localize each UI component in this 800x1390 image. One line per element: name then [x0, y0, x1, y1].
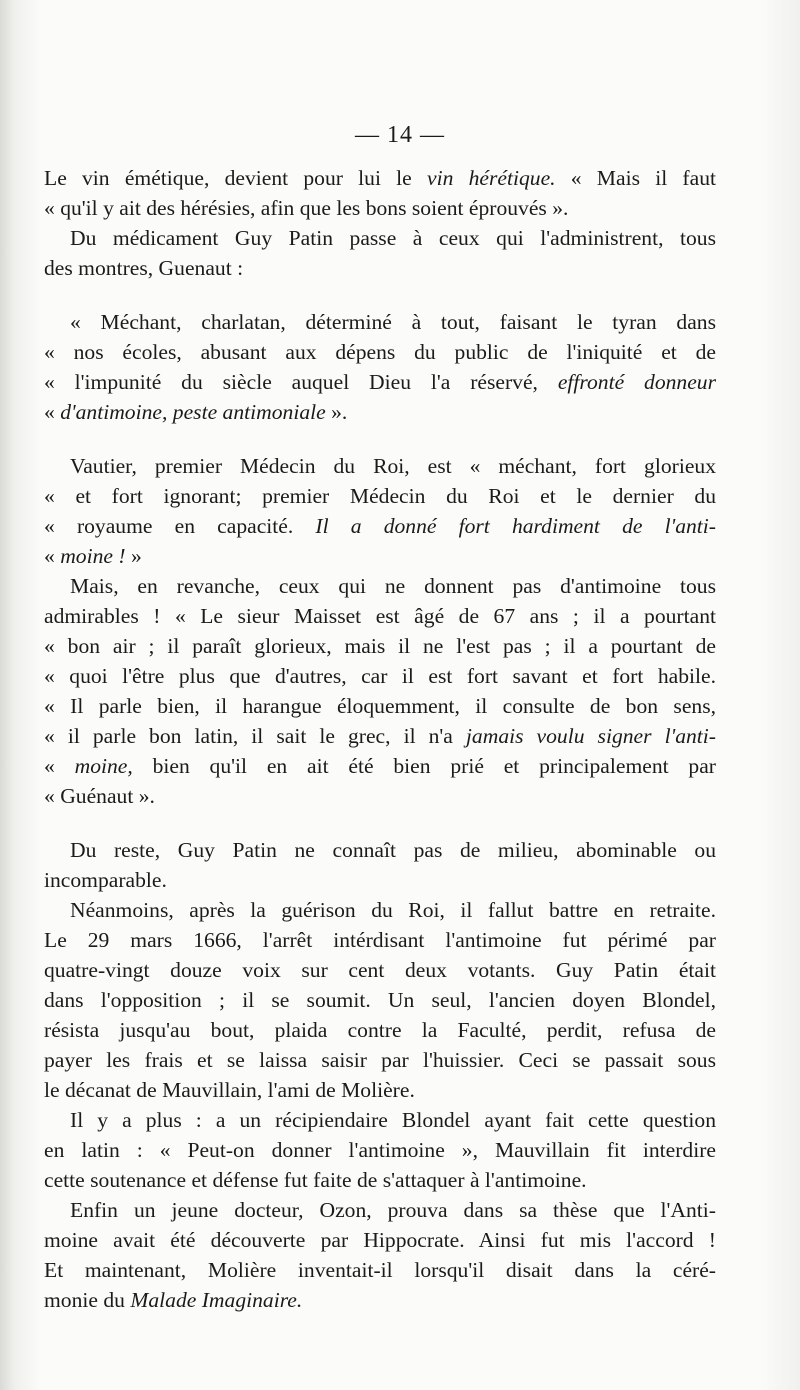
text-run: Mais, en revanche, ceux qui ne donnent pas d'antimoine tous: [70, 574, 716, 598]
text-line: [44, 721, 716, 751]
text-run: des montres, Guenaut :: [44, 256, 244, 280]
text-run: Le 29 mars 1666, l'arrêt intérdisant l'antimoine fut périmé par: [44, 928, 716, 952]
text-line: [44, 925, 716, 955]
text-run: Il y a plus : a un récipiendaire Blondel ayant fait cette question: [70, 1108, 716, 1132]
text-line: [44, 691, 716, 721]
text-line: [44, 751, 716, 781]
text-line: [44, 835, 716, 865]
text-line: [44, 1135, 716, 1165]
text-run: en latin : « Peut-on donner l'antimoine », Mauvillain fit interdire: [44, 1138, 716, 1162]
text-run: ».: [325, 400, 348, 424]
text-run: Néanmoins, après la guérison du Roi, il fallut battre en retraite.: [70, 898, 716, 922]
text-line: [44, 631, 716, 661]
text-run: «: [44, 544, 61, 568]
text-line: [44, 397, 716, 427]
text-run: Enfin un jeune docteur, Ozon, prouva dans sa thèse que l'Anti-: [70, 1198, 716, 1222]
text-line: [44, 307, 716, 337]
text-line: [44, 1015, 716, 1045]
text-run: « royaume en capacité.: [44, 514, 316, 538]
italic-run: d'antimoine, peste antimoniale: [60, 400, 326, 424]
text-run: Vautier, premier Médecin du Roi, est « méchant, fort glorieux: [70, 454, 716, 478]
text-line: [44, 451, 716, 481]
text-run: bien qu'il en ait été bien prié et principalement par: [132, 754, 716, 778]
text-line: [44, 985, 716, 1015]
text-run: « Méchant, charlatan, déterminé à tout, faisant le tyran dans: [70, 310, 716, 334]
text-line: [44, 955, 716, 985]
text-run: Le vin émétique, devient pour lui le: [44, 166, 427, 190]
text-line: [44, 781, 716, 811]
text-line: [44, 1285, 716, 1315]
text-run: résista jusqu'au bout, plaida contre la Faculté, perdit, refusa de: [44, 1018, 716, 1042]
body-text: [44, 163, 716, 1315]
text-line: [44, 601, 716, 631]
text-run: « l'impunité du siècle auquel Dieu l'a réservé,: [44, 370, 558, 394]
text-run: « qu'il y ait des hérésies, afin que les bons soient éprouvés ».: [44, 196, 569, 220]
text-line: [44, 1075, 716, 1105]
text-line: [44, 163, 716, 193]
text-run: « bon air ; il paraît glorieux, mais il ne l'est pas ; il a pourtant de: [44, 634, 716, 658]
text-line: [44, 895, 716, 925]
text-line: [44, 1045, 716, 1075]
text-run: «: [44, 754, 75, 778]
paragraph-gap: [44, 283, 716, 307]
text-run: « nos écoles, abusant aux dépens du public de l'iniquité et de: [44, 340, 716, 364]
text-run: monie du: [44, 1288, 131, 1312]
italic-run: Il a donné fort hardiment de l'anti-: [315, 514, 716, 538]
text-run: « Guénaut ».: [44, 784, 155, 808]
text-run: Du médicament Guy Patin passe à ceux qui l'administrent, tous: [70, 226, 716, 250]
text-run: incomparable.: [44, 868, 167, 892]
text-run: «: [44, 400, 61, 424]
text-line: [44, 1105, 716, 1135]
italic-run: moine !: [60, 544, 126, 568]
italic-run: jamais voulu signer l'anti-: [465, 724, 716, 748]
text-run: cette soutenance et défense fut faite de s'attaquer à l'antimoine.: [44, 1168, 587, 1192]
text-run: dans l'opposition ; il se soumit. Un seul, l'ancien doyen Blondel,: [44, 988, 716, 1012]
italic-run: vin hérétique.: [427, 166, 556, 190]
text-line: [44, 253, 716, 283]
text-line: [44, 481, 716, 511]
text-run: « quoi l'être plus que d'autres, car il est fort savant et fort habile.: [44, 664, 716, 688]
text-run: « Il parle bien, il harangue éloquemment, il consulte de bon sens,: [44, 694, 716, 718]
text-run: quatre-vingt douze voix sur cent deux votants. Guy Patin était: [44, 958, 716, 982]
text-line: [44, 571, 716, 601]
text-run: admirables ! « Le sieur Maisset est âgé de 67 ans ; il a pourtant: [44, 604, 716, 628]
text-run: « Mais il faut: [555, 166, 717, 190]
text-line: [44, 1225, 716, 1255]
paragraph-gap: [44, 427, 716, 451]
text-run: « et fort ignorant; premier Médecin du Roi et le dernier du: [44, 484, 716, 508]
text-line: [44, 511, 716, 541]
text-run: »: [125, 544, 142, 568]
text-line: [44, 1165, 716, 1195]
text-run: « il parle bon latin, il sait le grec, il n'a: [44, 724, 466, 748]
text-run: Du reste, Guy Patin ne connaît pas de milieu, abominable ou: [70, 838, 716, 862]
text-run: le décanat de Mauvillain, l'ami de Molière.: [44, 1078, 415, 1102]
text-line: [44, 541, 716, 571]
text-line: [44, 367, 716, 397]
italic-run: effronté donneur: [557, 370, 717, 394]
page-number: — 14 —: [355, 122, 445, 148]
text-line: [44, 193, 716, 223]
text-line: [44, 223, 716, 253]
text-run: payer les frais et se laissa saisir par l'huissier. Ceci se passait sous: [44, 1048, 716, 1072]
text-line: [44, 1195, 716, 1225]
text-line: [44, 865, 716, 895]
text-line: [44, 1255, 716, 1285]
text-run: Et maintenant, Molière inventait-il lorsqu'il disait dans la céré-: [44, 1258, 716, 1282]
paragraph-gap: [44, 811, 716, 835]
text-run: moine avait été découverte par Hippocrate. Ainsi fut mis l'accord !: [44, 1228, 716, 1252]
text-line: [44, 661, 716, 691]
italic-run: Malade Imaginaire.: [130, 1288, 303, 1312]
text-line: [44, 337, 716, 367]
italic-run: moine,: [74, 754, 133, 778]
